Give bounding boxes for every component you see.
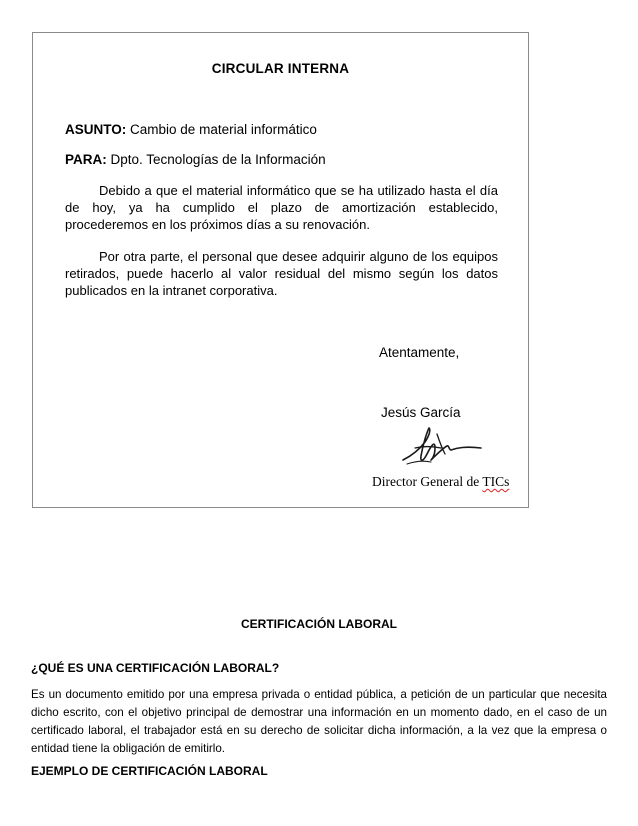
memo-subject-value: Cambio de material informático xyxy=(130,122,317,137)
question-heading: ¿QUÉ ES UNA CERTIFICACIÓN LABORAL? xyxy=(31,661,280,675)
memo-signer-title-prefix: Director General de xyxy=(372,474,480,489)
memo-to-value: Dpto. Tecnologías de la Información xyxy=(110,152,326,167)
memo-subject-line xyxy=(65,122,317,137)
memo-paragraph-2 xyxy=(65,248,498,299)
signature-icon xyxy=(401,426,483,466)
memo-image xyxy=(32,32,529,508)
memo-signer-title xyxy=(372,474,509,490)
body-paragraph: Es un documento emitido por una empresa privada o entidad pública, a petición de un particular que necesita dicho escrito, con el objetivo principal de demostrar una información en un momento dado, en el caso de un certificado laboral, el trabajador está en su derecho de solicitar dicha información, a la vez que la empresa o entidad tiene la obligación de emitirlo. xyxy=(31,688,607,755)
memo-closing: Atentamente, xyxy=(379,345,460,360)
memo-paragraph-1 xyxy=(65,182,498,233)
memo-signer-name: Jesús García xyxy=(381,405,461,420)
document-heading: CERTIFICACIÓN LABORAL xyxy=(241,617,397,631)
example-heading: EJEMPLO DE CERTIFICACIÓN LABORAL xyxy=(31,764,268,778)
memo-title: CIRCULAR INTERNA xyxy=(211,61,350,76)
memo-to-line xyxy=(65,152,326,167)
memo-subject-label: ASUNTO: xyxy=(65,122,127,137)
memo-paragraph-2-text: Por otra parte, el personal que desee adquirir alguno de los equipos retirados, puede hacerlo al valor residual del mismo según los datos publicados en la intranet corporativa. xyxy=(65,249,498,298)
memo-signer-title-suffix: TICs xyxy=(482,474,510,489)
memo-to-label: PARA: xyxy=(65,152,107,167)
memo-paragraph-1-text: Debido a que el material informático que se ha utilizado hasta el día de hoy, ya ha cumplido el plazo de amortización establecido, procederemos en los próximos días a su renovación. xyxy=(65,183,498,232)
